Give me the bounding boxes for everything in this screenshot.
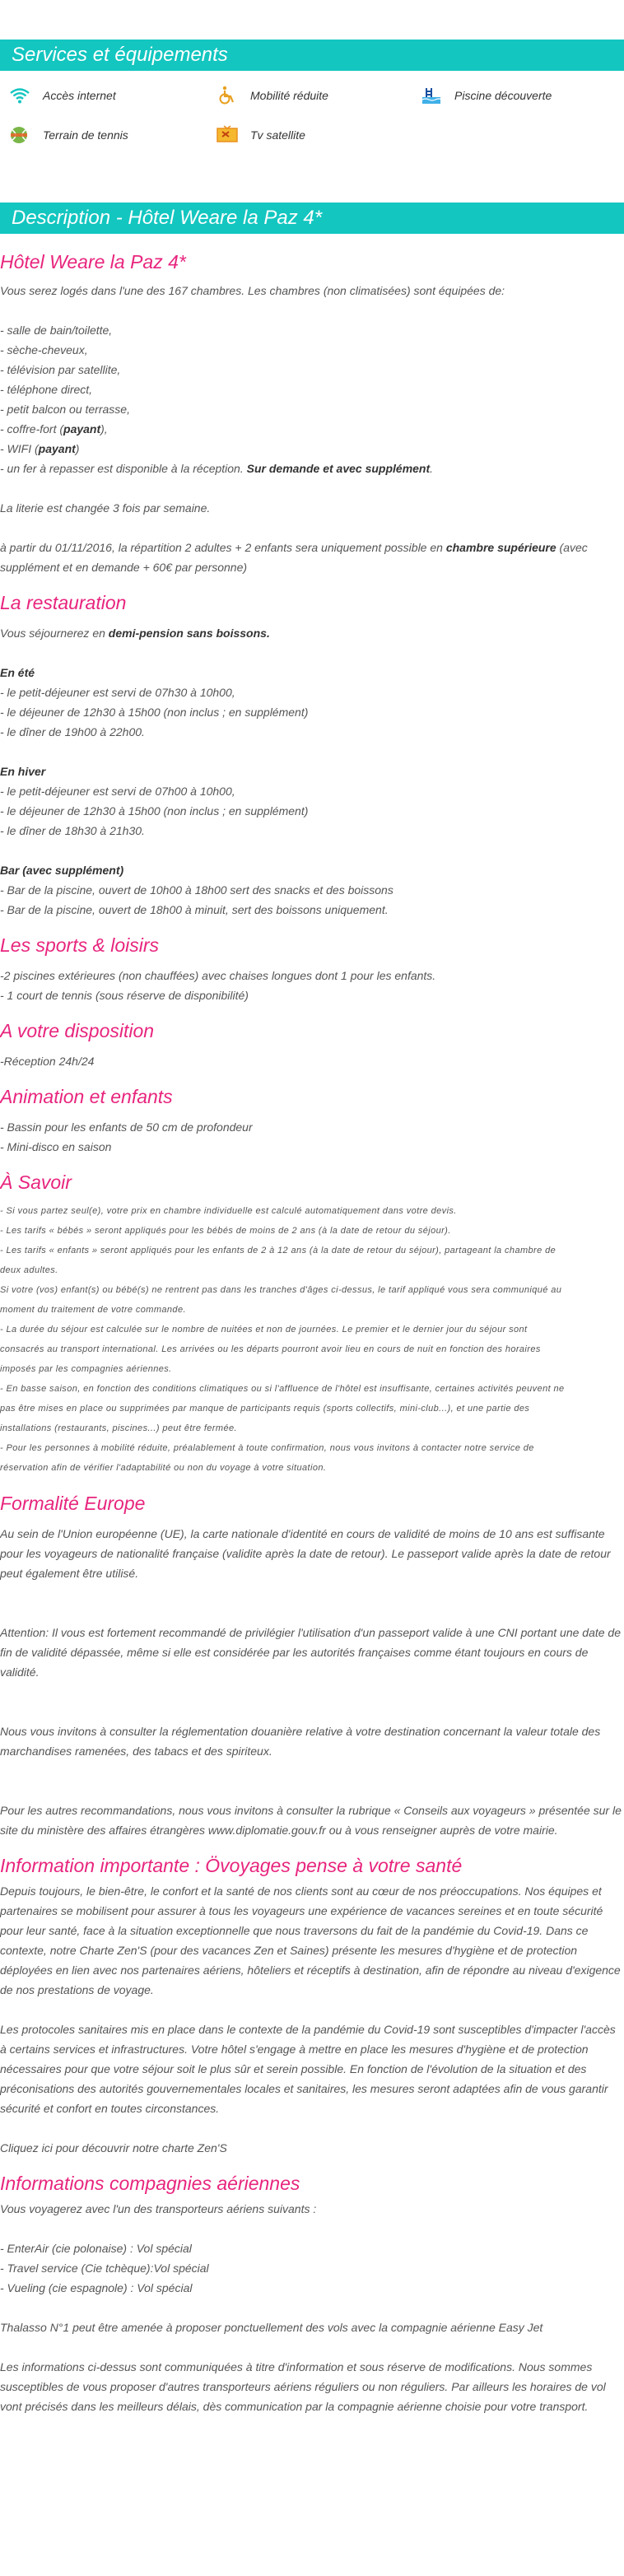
sante-title: Information importante : Övoyages pense à votre santé (0, 1855, 463, 1876)
savoir-line: - En basse saison, en fonction des conditions climatiques ou si l'affluence de l'hôtel est insuffisante, certaines activités peuvent ne (0, 1384, 565, 1394)
aeriennes-title: Informations compagnies aériennes (0, 2173, 300, 2194)
formalite-paragraph: Pour les autres recommandations, nous vous invitons à consulter la rubrique « Conseils aux voyageurs » présentée sur le site du ministère des affaires étrangères www.diplomatie.gouv.fr ou à vous renseigner auprès de votre mairie. (0, 1804, 622, 1837)
description-band-title: Description - Hôtel Weare la Paz 4* (12, 207, 323, 229)
description-intro: Vous serez logés dans l'une des 167 chambres. Les chambres (non climatisées) sont équipées de: (0, 284, 505, 297)
services-band (0, 40, 624, 71)
restauration-title: La restauration (0, 592, 127, 613)
equipment-pool: Piscine découverte (420, 86, 552, 105)
formalite-paragraph: Au sein de l'Union européenne (UE), la carte nationale d'identité en cours de validité de moins de 10 ans est suffisante pour les voyageurs de nationalité française (validite après la date de retour). Le passeport valide après la date de retour peut également être utilisé. (0, 1527, 611, 1580)
amenity-item: - téléphone direct, (0, 383, 93, 396)
savoir-line: installations (restaurants, piscines...) peut être fermée. (0, 1423, 237, 1433)
hiver-title: En hiver (0, 765, 46, 778)
description-band (0, 203, 624, 234)
savoir-line: - Pour les personnes à mobilité réduite, préalablement à toute confirmation, nous vous invitons à contacter notre service de (0, 1443, 534, 1453)
disposition-item: -Réception 24h/24 (0, 1055, 95, 1068)
bar-item: - Bar de la piscine, ouvert de 10h00 à 18h00 sert des snacks et des boissons (0, 883, 393, 897)
savoir-block (0, 1201, 624, 1478)
sante-paragraph: Les protocoles sanitaires mis en place dans le contexte de la pandémie du Covid-19 sont susceptibles d'impacter l'accès à certains services et infrastructures. Votre hôtel s'engage à mettre en place les mesures d'hygiène et de protection nécessaires pour que votre séjour soit le plus sûr et serein possible. En fonction de l'évolution de la situation et des préconisations des autorités gouvernementales locales et sanitaires, les mesures seront adaptées afin de vous garantir sécurité et confort en toutes circonstances. (0, 2023, 616, 2115)
ete-title: En été (0, 666, 35, 679)
ete-item: - le petit-déjeuner est servi de 07h30 à 10h00, (0, 686, 235, 699)
sante-paragraph: Depuis toujours, le bien-être, le confort et la santé de nos clients sont au cœur de nos préoccupations. Nos équipes et partenaires se mobilisent pour assurer à tous les voyageurs une expérience de vacances sereines et en toute sécurité pour leur santé, face à la situation exceptionnelle que nous traversons du fait de la pandémie du Covid-19. Dans ce contexte, notre Charte Zen'S (pour des vacances Zen et Saines) présente les mesures d'hygiène et de protection déployées en lien avec nos partenaires aériens, hôteliers et réceptifs à destination, afin de répondre au niveau d'exigence de nos prestations de voyage. (0, 1884, 621, 1996)
ete-item: - le dîner de 19h00 à 22h00. (0, 725, 145, 738)
wheelchair-icon (216, 86, 239, 105)
description-content (0, 249, 624, 2416)
bar-item: - Bar de la piscine, ouvert de 18h00 à minuit, sert des boissons uniquement. (0, 903, 389, 916)
literie-note: La literie est changée 3 fois par semaine. (0, 501, 211, 515)
hiver-item: - le petit-déjeuner est servi de 07h00 à 10h00, (0, 785, 235, 798)
amenity-wifi: - WIFI (payant) (0, 442, 80, 455)
aeriennes-paragraph: Thalasso N°1 peut être amenée à proposer ponctuellement des vols avec la compagnie aérienne Easy Jet (0, 2321, 543, 2334)
repartition-note: à partir du 01/11/2016, la répartition 2 adultes + 2 enfants sera uniquement possible en chambre supérieure (avec supplément et en demande + 60€ par personne) (0, 541, 588, 574)
savoir-line: - Les tarifs « enfants » seront appliqués pour les enfants de 2 à 12 ans (à la date de retour du séjour), partageant la chambre de (0, 1246, 556, 1255)
amenity-item: - salle de bain/toilette, (0, 324, 113, 337)
amenity-item: - petit balcon ou terrasse, (0, 403, 130, 416)
animation-item: - Mini-disco en saison (0, 1140, 112, 1153)
formalite-title: Formalité Europe (0, 1493, 146, 1514)
airline-item: - EnterAir (cie polonaise) : Vol spécial (0, 2242, 192, 2255)
airline-item: - Vueling (cie espagnole) : Vol spécial (0, 2281, 193, 2294)
savoir-line: imposés par les compagnies aériennes. (0, 1364, 172, 1374)
services-title: Services et équipements (12, 44, 228, 66)
airline-item: - Travel service (Cie tchèque):Vol spécial (0, 2262, 209, 2275)
savoir-line: - La durée du séjour est calculée sur le nombre de nuitées et non de journées. Le premier et le dernier jour du séjour sont (0, 1325, 528, 1335)
savoir-line: moment du traitement de votre commande. (0, 1305, 186, 1315)
bar-title: Bar (avec supplément) (0, 864, 124, 877)
equipment-internet: Accès internet (8, 86, 116, 105)
formalite-paragraph: Attention: Il vous est fortement recommandé de privilégier l'utilisation d'un passeport valide à une CNI portant une date de fin de validité dépassée, même si elle est considérée par les autorités françaises comme étant toujours en cours de validité. (0, 1626, 621, 1679)
savoir-line: deux adultes. (0, 1265, 58, 1275)
equipment-mobility: Mobilité réduite (216, 86, 328, 105)
hotel-title: Hôtel Weare la Paz 4* (0, 251, 186, 273)
amenity-coffre: - coffre-fort (payant), (0, 422, 108, 436)
disposition-title: A votre disposition (0, 1020, 155, 1041)
equipment-tv: Tv satellite (216, 125, 305, 145)
savoir-line: - Les tarifs « bébés » seront appliqués pour les bébés de moins de 2 ans (à la date de retour du séjour). (0, 1226, 451, 1236)
charte-link[interactable]: Cliquez ici pour découvrir notre charte Zen'S (0, 2141, 227, 2154)
animation-item: - Bassin pour les enfants de 50 cm de profondeur (0, 1120, 253, 1134)
amenity-fer: - un fer à repasser est disponible à la réception. Sur demande et avec supplément. (0, 462, 434, 475)
amenity-item: - télévision par satellite, (0, 363, 121, 376)
aeriennes-intro: Vous voyagerez avec l'un des transporteurs aériens suivants : (0, 2202, 317, 2215)
ete-item: - le déjeuner de 12h30 à 15h00 (non inclus ; en supplément) (0, 706, 309, 719)
savoir-line: réservation afin de vérifier l'adaptabilité ou non du voyage à votre situation. (0, 1463, 327, 1473)
sports-item: -2 piscines extérieures (non chauffées) avec chaises longues dont 1 pour les enfants. (0, 969, 436, 982)
animation-title: Animation et enfants (0, 1086, 173, 1107)
wifi-icon (8, 86, 31, 105)
savoir-title: À Savoir (0, 1172, 72, 1193)
equipment-tennis: Terrain de tennis (8, 125, 128, 145)
aeriennes-paragraph: Les informations ci-dessus sont communiquées à titre d'information et sous réserve de modifications. Nous sommes susceptibles de vous proposer d'autres transporteurs aériens réguliers ou non réguliers. Par ailleurs les horaires de vol vont précisés dans les meilleurs délais, dès communication par la compagnie aérienne choisie pour votre transport. (0, 2360, 606, 2413)
sports-title: Les sports & loisirs (0, 934, 160, 956)
formalite-paragraph: Nous vous invitons à consulter la réglementation douanière relative à votre destination concernant la valeur totale des marchandises ramenées, des tabacs et des spiriteux. (0, 1725, 601, 1758)
hiver-item: - le dîner de 18h30 à 21h30. (0, 824, 145, 837)
amenity-item: - sèche-cheveux, (0, 343, 88, 356)
tv-icon (216, 125, 239, 145)
hiver-item: - le déjeuner de 12h30 à 15h00 (non inclus ; en supplément) (0, 804, 309, 818)
savoir-line: - Si vous partez seul(e), votre prix en chambre individuelle est calculé automatiquement dans votre devis. (0, 1206, 457, 1216)
savoir-line: Si votre (vos) enfant(s) ou bébé(s) ne rentrent pas dans les tranches d'âges ci-dessus, le tarif appliqué vous sera communiqué au (0, 1285, 562, 1295)
pool-icon (420, 86, 443, 105)
savoir-line: pas être mises en place ou supprimées par manque de participants requis (sports collectifs, mini-club...), et une partie des (0, 1404, 530, 1414)
restauration-intro: Vous séjournerez en demi-pension sans boissons. (0, 627, 270, 640)
sports-item: - 1 court de tennis (sous réserve de disponibilité) (0, 989, 249, 1002)
savoir-line: consacrés au transport international. Les arrivées ou les départs pourront avoir lieu en cours de nuit en fonction des horaires (0, 1344, 541, 1354)
tennis-icon (8, 125, 31, 145)
